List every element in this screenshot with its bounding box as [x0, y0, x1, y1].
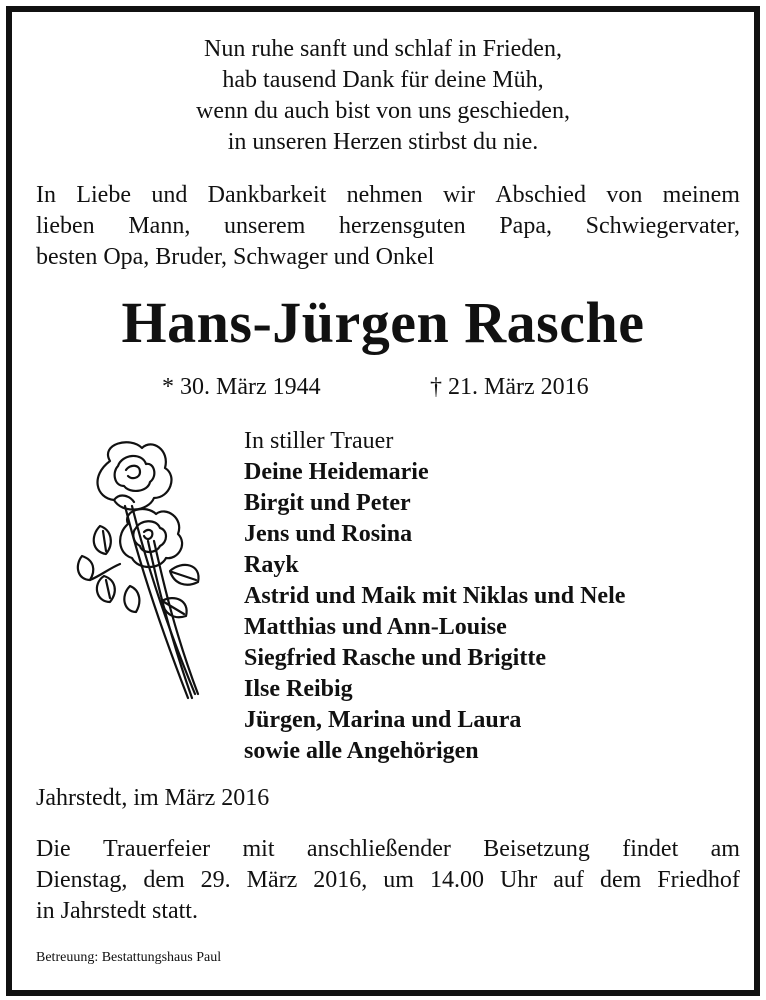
word: von [606, 182, 643, 208]
mourner-name: Birgit und Peter [244, 490, 411, 516]
deceased-name: Hans-Jürgen Rasche [121, 290, 645, 355]
word: Dienstag, [36, 867, 128, 893]
word: lieben [36, 213, 95, 239]
word: Friedhof [657, 867, 740, 893]
mourner-name: Astrid und Maik mit Niklas und Nele [244, 583, 626, 609]
intro-line [36, 180, 740, 211]
word: Beisetzung [483, 836, 590, 862]
funeral-line: in Jahrstedt statt. [36, 898, 198, 924]
word: 2016, [313, 867, 368, 893]
word: Die [36, 836, 71, 862]
obituary-frame [6, 6, 760, 996]
poem-line: hab tausend Dank für deine Müh, [222, 67, 544, 93]
word: wir [442, 182, 475, 208]
mourner-name: Ilse Reibig [244, 676, 353, 702]
poem-line: in unseren Herzen stirbst du nie. [227, 129, 539, 155]
funeral-line [36, 865, 740, 896]
mourner-name: Siegfried Rasche und Brigitte [244, 645, 546, 671]
mourner-name: Matthias und Ann-Louise [244, 614, 507, 640]
word: 29. [200, 867, 231, 893]
word: nehmen [346, 182, 423, 208]
mourner-name: Jürgen, Marina und Laura [244, 707, 522, 733]
intro-line [36, 211, 740, 242]
intro-line: besten Opa, Bruder, Schwager und Onkel [36, 244, 435, 270]
poem [12, 34, 754, 158]
word: Mann, [128, 213, 191, 239]
funeral-line [36, 834, 740, 865]
word: 14.00 [429, 867, 484, 893]
word: findet [622, 836, 679, 862]
word: anschließender [306, 836, 451, 862]
word: dem [599, 867, 642, 893]
word: auf [553, 867, 584, 893]
word: März [246, 867, 298, 893]
mourner-name: Rayk [244, 552, 299, 578]
place-date: Jahrstedt, im März 2016 [36, 785, 270, 811]
mourner-name: sowie alle Angehörigen [244, 738, 479, 764]
word: Schwiegervater, [585, 213, 740, 239]
word: Papa, [499, 213, 552, 239]
mourners-heading: In stiller Trauer [244, 428, 394, 454]
birth-date: * 30. März 1944 [162, 374, 321, 400]
mourner-name: Deine Heidemarie [244, 459, 429, 485]
mourners-list [244, 426, 625, 767]
word: mit [242, 836, 275, 862]
poem-line: Nun ruhe sanft und schlaf in Frieden, [204, 36, 562, 62]
word: dem [143, 867, 185, 893]
intro-text [36, 180, 740, 273]
word: unserem [224, 213, 306, 239]
word: herzensguten [339, 213, 466, 239]
word: am [710, 836, 740, 862]
word: In [36, 182, 56, 208]
funeral-notice [36, 834, 740, 927]
mourner-name: Jens und Rosina [244, 521, 413, 547]
death-date: † 21. März 2016 [430, 374, 589, 400]
word: um [383, 867, 414, 893]
word: und [151, 182, 188, 208]
poem-line: wenn du auch bist von uns geschieden, [196, 98, 570, 124]
word: Abschied [495, 182, 586, 208]
funeral-home-credit: Betreuung: Bestattungshaus Paul [36, 950, 222, 965]
word: Trauerfeier [103, 836, 211, 862]
word: meinem [662, 182, 740, 208]
word: Uhr [499, 867, 538, 893]
word: Dankbarkeit [207, 182, 327, 208]
word: Liebe [76, 182, 131, 208]
roses-illustration [70, 436, 210, 706]
